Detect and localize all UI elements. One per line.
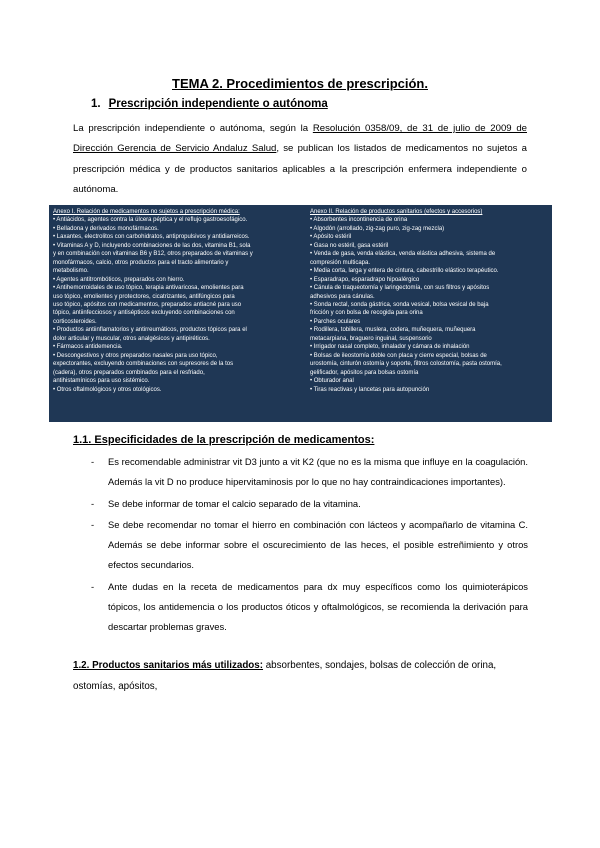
annex-1-line: • Vitaminas A y D, incluyendo combinaciones de las dos, vitamina B1, sola: [53, 242, 251, 249]
annex-2-line: urostomía, cinturón ostomía y soporte, filtros colostomía, pasta ostomía,: [310, 361, 502, 368]
section-1-1-list: [91, 452, 528, 638]
list-item: [91, 515, 528, 575]
list-item: [91, 494, 528, 514]
annex-2-line: • Algodón (arrollado, zig-zag puro, zig-zag mezcla): [310, 225, 445, 232]
annex-2-line: • Apósito estéril: [310, 234, 352, 241]
bullet-dash-icon: -: [91, 519, 95, 530]
annex-2-line: • Venda de gasa, venda elástica, venda elástica adhesiva, sistema de: [310, 251, 496, 258]
bullet-dash-icon: -: [91, 456, 95, 467]
annex-1-line: corticosteroides.: [53, 318, 97, 325]
section-1-1-heading: 1.1. Especificidades de la prescripción de medicamentos:: [73, 434, 375, 446]
list-item: [91, 452, 528, 492]
annex-2-line: • Cánula de traqueotomía y laringectomía, con sus filtros y apósitos: [310, 285, 490, 292]
annex-1-line: dolor articular y muscular, otros analgésicos y antipiréticos.: [53, 335, 210, 342]
annex-2-line: • Obturador anal: [310, 378, 354, 385]
annex-2-line: • Parches oculares: [310, 318, 361, 325]
section-1-title: Prescripción independiente o autónoma: [108, 98, 328, 110]
annex-1-line: (cadera), otros preparados combinados para el resfriado,: [53, 369, 205, 376]
annex-1-line: • Agentes antitrombóticos, preparados con hierro.: [53, 276, 185, 283]
bullet-dash-icon: -: [91, 580, 95, 592]
annex-2-line: • Rodillera, tobillera, muslera, codera, muñequera, muñequera: [310, 327, 476, 334]
annex-2-list: [310, 216, 549, 394]
annex-2-line: compresión multicapa.: [310, 259, 371, 266]
annex-1-line: y en combinación con vitaminas B6 y B12, otros preparados de vitaminas y: [53, 251, 253, 258]
intro-text-end: , se publican los listados de medicamentos no sujetos a prescripción médica y de productos sanitarios aplicables a la prescripción enfermera independiente o autónoma.: [73, 143, 527, 195]
annex-2-line: • Sonda rectal, sonda gástrica, sonda vesical, bolsa vesical de baja: [310, 301, 489, 308]
annex-2-line: • Irrigador nasal completo, inhalador y cámara de inhalación: [310, 344, 470, 351]
list-item-text: Es recomendable administrar vit D3 junto a vit K2 (que no es la misma que influye en la coagulación. Además la vit D no produce hipervitaminosis por lo que no hay contraindicaciones importantes).: [108, 456, 528, 487]
section-1-number: 1.: [91, 98, 101, 110]
bullet-dash-icon: -: [91, 497, 95, 509]
annex-2-line: fricción y con bolsa de recogida para orina: [310, 310, 423, 317]
section-1-2-heading: 1.2. Productos sanitarios más utilizados:: [73, 660, 264, 671]
section-1-2-text: absorbentes, sondajes, bolsas de colección de orina, ostomías, apósitos,: [73, 660, 497, 692]
page-title: TEMA 2. Procedimientos de prescripción.: [172, 76, 428, 91]
annex-1-line: monofármacos, calcio, otros productos para el tracto alimentario y: [53, 259, 229, 266]
list-item-text: Se debe recomendar no tomar el hierro en combinación con lácteos y acompañarlo de vitamina C. Además se debe informar sobre el oscurecimiento de las heces, el posible estreñimiento y otros efectos secundarios.: [108, 519, 528, 570]
annex-1-title: Anexo I. Relación de medicamentos no sujetos a prescripción médica:: [53, 209, 240, 215]
annex-2-line: adhesivos para cánulas.: [310, 293, 375, 300]
annex-2-column: [310, 208, 549, 394]
annex-2-title: Anexo II. Relación de productos sanitarios (efectos y accesorios): [310, 209, 483, 215]
annex-1-line: antihistamínicos para uso sistémico.: [53, 378, 150, 385]
resolution-link[interactable]: Resolución 0358/09, de 31 de julio de 2009 de Dirección Gerencia de Servicio Andaluz Salud: [73, 123, 527, 155]
annex-1-line: • Antihemorroidales de uso tópico, terapia antivaricosa, emolientes para: [53, 285, 244, 292]
annex-1-line: expectorantes, excluyendo combinaciones con supresores de la tos: [53, 361, 234, 368]
annex-2-line: • Bolsas de ileostomía doble con placa y cierre especial, bolsas de: [310, 352, 487, 359]
annex-1-column: [53, 208, 303, 394]
section-1-heading: [91, 98, 328, 110]
section-1-intro: [73, 119, 527, 200]
annex-1-line: • Belladona y derivados monofármacos.: [53, 225, 159, 232]
annex-1-line: uso tópico, emolientes y protectores, cicatrizantes, antifúngicos para: [53, 293, 235, 300]
annex-1-line: uso tópico, apósitos con medicamentos, preparados antiacné para uso: [53, 301, 242, 308]
annex-2-line: • Gasa no estéril, gasa estéril: [310, 242, 389, 249]
list-item-text: Se debe informar de tomar el calcio separado de la vitamina.: [108, 497, 361, 509]
annex-1-line: tópico, antiinfecciosos y antisépticos excluyendo combinaciones con: [53, 310, 235, 317]
annex-1-line: • Productos antiinflamatorios y antirreumáticos, productos tópicos para el: [53, 327, 247, 334]
annex-1-line: metabolismo.: [53, 268, 89, 275]
list-item-text: Ante dudas en la receta de medicamentos para dx muy específicos como los quimioterápicos tópicos, los antidemencia o los productos óticos y oftalmológicos, se recomienda la derivación para descartar problemas graves.: [108, 580, 528, 632]
annex-1-line: • Fármacos antidemencia.: [53, 344, 123, 351]
annex-2-line: • Tiras reactivas y lancetas para autopunción: [310, 386, 430, 393]
annex-2-line: • Media corta, larga y entera de cintura, cabestrillo elástico terapéutico.: [310, 268, 499, 275]
annex-1-line: • Laxantes, electrolitos con carbohidratos, antipropulsivos y antidiarreicos.: [53, 234, 250, 241]
annex-2-line: metacarpiana, braguero inguinal, suspensorio: [310, 335, 432, 342]
list-item: [91, 577, 528, 637]
annex-1-list: [53, 216, 303, 394]
annex-1-line: • Otros oftalmológicos y otros otológicos.: [53, 386, 162, 393]
annex-2-line: • Esparadrapo, esparadrapo hipoalérgico: [310, 276, 420, 283]
annex-1-line: • Descongestivos y otros preparados nasales para uso tópico,: [53, 352, 218, 359]
annex-2-line: • Absorbentes incontinencia de orina: [310, 217, 408, 224]
intro-text-start: La prescripción independiente o autónoma, según la: [73, 123, 313, 134]
section-1-2: [73, 656, 529, 697]
annex-box: [49, 205, 552, 422]
annex-1-line: • Antiácidos, agentes contra la úlcera péptica y el reflujo gastroesofágico.: [53, 217, 248, 224]
annex-2-line: gelificador, apósitos para bolsas ostomía: [310, 369, 419, 376]
